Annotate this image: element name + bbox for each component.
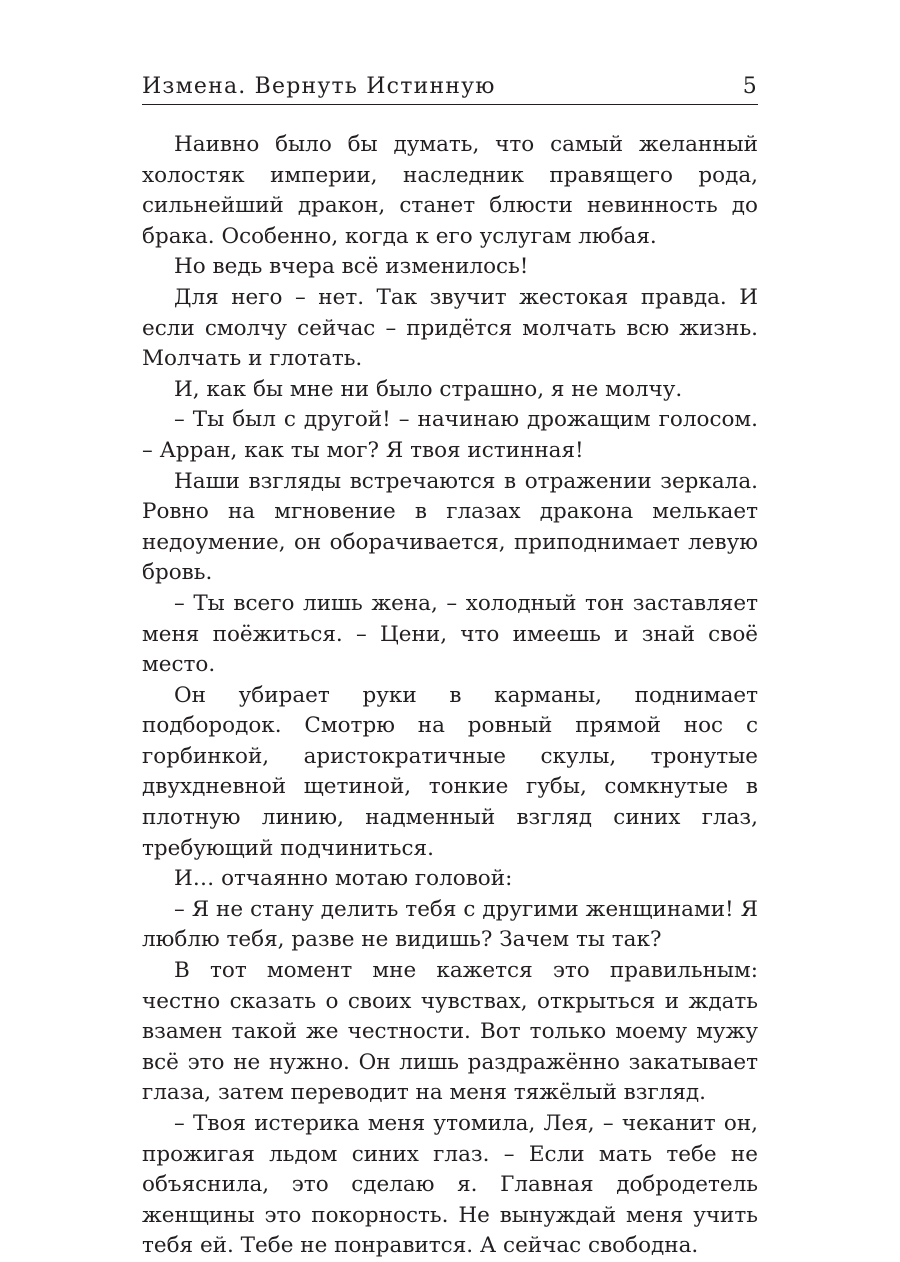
paragraph: И, как бы мне ни было страшно, я не молчу.	[174, 376, 683, 402]
book-title: Измена. Вернуть Истинную	[142, 74, 496, 99]
paragraph: Он убирает руки в карманы, поднимает подбородок. Смотрю на ровный прямой нос с горбинкой, аристократичные скулы, тронутые двухдневной щетиной, тонкие губы, сомкнутые в плотную линию, надменный взгляд синих глаз, требующий подчиниться.	[142, 682, 758, 861]
paragraph: Для него – нет. Так звучит жестокая правда. И если смолчу сейчас – придётся молчать всю жизнь. Молчать и глотать.	[142, 284, 758, 372]
paragraph: – Я не стану делить тебя с другими женщинами! Я люблю тебя, разве не видишь? Зачем ты так?	[142, 896, 758, 953]
paragraph: В тот момент мне кажется это правильным: честно сказать о своих чувствах, открыться и ждать взамен такой же честности. Вот только моему мужу всё это не нужно. Он лишь раздражённо закатывает глаза, затем переводит на меня тяжёлый взгляд.	[142, 958, 758, 1106]
page-number: 5	[742, 74, 758, 99]
header-rule	[142, 104, 758, 105]
paragraph: Но ведь вчера всё изменилось!	[174, 254, 529, 280]
paragraph: Наивно было бы думать, что самый желанный холостяк империи, наследник правящего рода, сильнейший дракон, станет блюсти невинность до брака. Особенно, когда к его услугам любая.	[142, 132, 758, 249]
running-header	[142, 66, 758, 102]
paragraph: Наши взгляды встречаются в отражении зеркала. Ровно на мгновение в глазах дракона мелькает недоумение, он оборачивается, приподнимает левую бровь.	[142, 468, 758, 586]
paragraph: – Ты был с другой! – начинаю дрожащим голосом. – Арран, как ты мог? Я твоя истинная!	[142, 407, 758, 463]
paragraph: – Твоя истерика меня утомила, Лея, – чеканит он, прожигая льдом синих глаз. – Если мать тебе не объяснила, это сделаю я. Главная добродетель женщины это покорность. Не вынуждай меня учить тебя ей. Тебе не понравится. А сейчас свободна.	[142, 1111, 758, 1259]
paragraph: И… отчаянно мотаю головой:	[174, 866, 513, 892]
paragraph: – Ты всего лишь жена, – холодный тон заставляет меня поёжиться. – Цени, что имеешь и знай своё место.	[142, 590, 758, 678]
body-text	[142, 130, 758, 1262]
